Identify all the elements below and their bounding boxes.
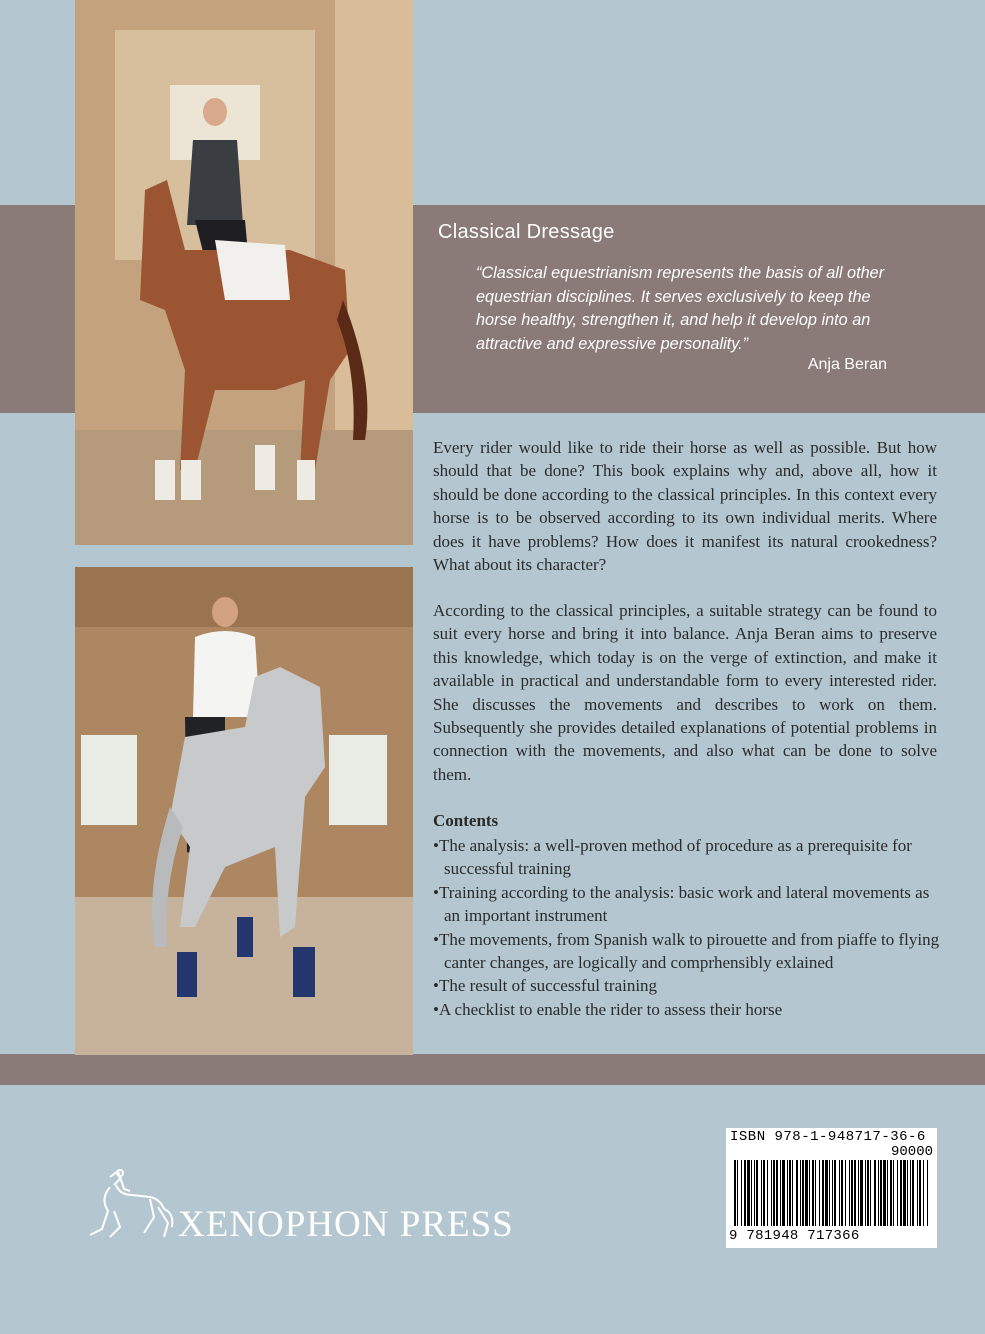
publisher-horse-logo-icon: [80, 1165, 180, 1245]
section-heading: Classical Dressage: [438, 221, 615, 243]
isbn-text: ISBN 978-1-948717-36-6: [730, 1129, 926, 1145]
publisher-name: XENOPHON PRESS: [178, 1204, 514, 1245]
barcode-number: 9 781948 717366: [729, 1228, 860, 1244]
photo-chestnut-horse: [75, 0, 413, 545]
description-paragraph: Every rider would like to ride their horse as well as possible. But how should that be done? This book explains why and, above all, how it should be done according to the classical principles. In this context every horse is to be observed according to its own individual merits. Where does it have problems? How does it manifest its natural crookedness? What about its character?: [433, 438, 937, 575]
description-paragraph: According to the classical principles, a suitable strategy can be found to suit every horse and bring it into balance. Anja Beran aims to preserve this knowledge, which today is on the verge of extinction, and make it available in practical and understandable form to every interested rider. She discusses the movements and describes to work on them. Subsequently she provides detailed explanations of potential problems in connection with the movements, and also what can be done to solve them.: [433, 601, 937, 784]
quote-text: “Classical equestrianism represents the basis of all other equestrian disciplines. It serves exclusively to keep the horse healthy, strengthen it, and help it develop into an attractive and expressive personality.”: [476, 264, 885, 353]
list-item: • Training according to the analysis: basic work and lateral movements as an important instrument: [433, 881, 943, 928]
list-item: • The movements, from Spanish walk to pirouette and from piaffe to flying canter changes, are logically and comprhensibly exlained: [433, 928, 943, 975]
barcode-bars: [734, 1160, 930, 1228]
contents-list: [433, 834, 943, 1021]
price-code: 90000: [890, 1144, 933, 1160]
list-item: • The result of successful training: [433, 974, 943, 997]
list-item: • The analysis: a well-proven method of procedure as a prerequisite for successful training: [433, 834, 943, 881]
bottom-color-band: [0, 1054, 985, 1085]
quote-author: Anja Beran: [807, 356, 887, 373]
photo-grey-horse: [75, 567, 413, 1055]
contents-title: Contents: [433, 811, 499, 830]
list-item: • A checklist to enable the rider to assess their horse: [433, 998, 943, 1021]
isbn-barcode: [726, 1128, 937, 1248]
